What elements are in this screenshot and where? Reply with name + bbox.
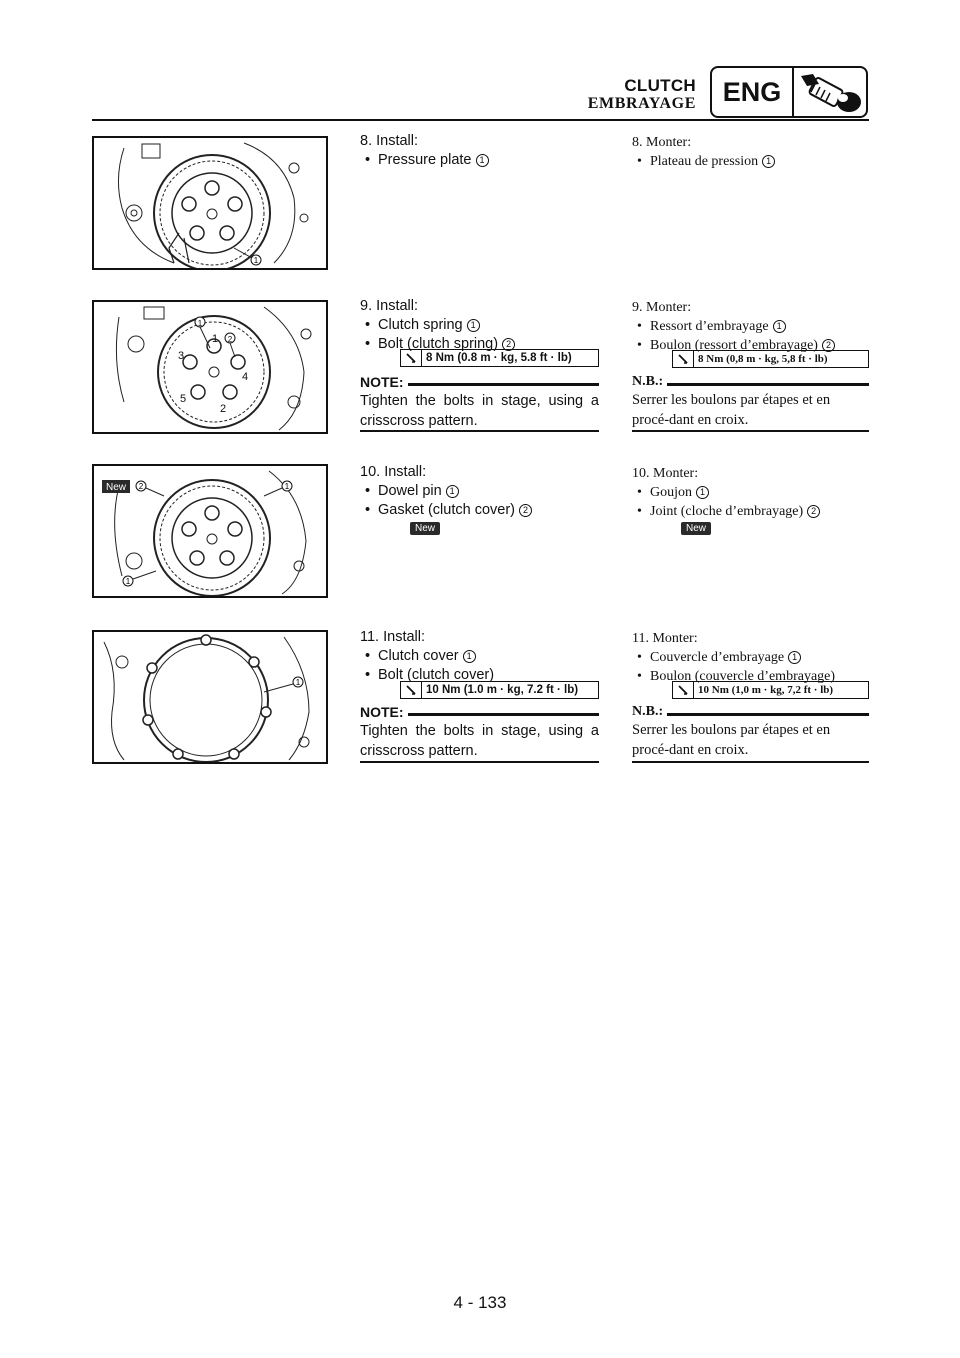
ref-number: 1	[467, 319, 480, 332]
step-number: 9.	[360, 298, 373, 314]
step-number: 9.	[632, 300, 643, 315]
step-number: 8.	[632, 135, 643, 150]
note-body-9-en: Tighten the bolts in stage, using a crisscross pattern.	[360, 393, 599, 429]
step-10-fr	[632, 464, 872, 521]
torque-value: 8 Nm (0.8 m · kg, 5.8 ft · lb)	[426, 352, 572, 364]
step-number: 8.	[360, 133, 373, 149]
torque-value: 10 Nm (1.0 m · kg, 7.2 ft · lb)	[426, 684, 579, 696]
step-action: Monter:	[652, 631, 698, 646]
list-item: • Pressure plate 1	[360, 151, 600, 170]
note-body-9-fr: Serrer les boulons par étapes et en procé-dant en croix.	[632, 392, 831, 428]
torque-wrench-icon	[673, 682, 694, 698]
list-item: • Dowel pin 1	[360, 482, 600, 501]
note-body-11-fr: Serrer les boulons par étapes et en procé-dant en croix.	[632, 722, 831, 758]
note-end-rule	[360, 430, 599, 432]
torque-spec-9-fr	[672, 350, 869, 368]
section-badge	[710, 66, 868, 118]
ref-number: 1	[773, 320, 786, 333]
figure-dowel-gasket	[92, 464, 328, 598]
ref-number: 1	[696, 486, 709, 499]
note-header-11-fr: N.B.:	[632, 704, 869, 720]
list-item: • Boulon (couvercle d’embrayage)	[632, 667, 872, 686]
figure-label: 3	[178, 350, 185, 362]
step-action: Monter:	[646, 135, 692, 150]
torque-value: 10 Nm (1,0 m · kg, 7,2 ft · lb)	[698, 684, 834, 696]
ref-number: 2	[807, 505, 820, 518]
figure-label: 5	[180, 393, 187, 405]
list-item: • Joint (cloche d’embrayage) 2	[632, 502, 872, 521]
page-number: 4 - 133	[453, 1293, 507, 1312]
note-header-9-fr: N.B.:	[632, 374, 869, 390]
step-action: Install:	[383, 629, 426, 645]
ref-number: 1	[446, 485, 459, 498]
figure-label: 2	[227, 335, 233, 344]
step-10-en	[360, 463, 600, 520]
step-11-en	[360, 628, 600, 685]
header-title-en: CLUTCH	[624, 76, 696, 95]
ref-number: 2	[822, 339, 835, 352]
figure-label: 4	[242, 371, 249, 383]
figure-label: 1	[295, 678, 301, 687]
ref-number: 2	[519, 504, 532, 517]
torque-spec-9-en	[400, 349, 599, 367]
ref-number: 1	[762, 155, 775, 168]
note-header-9-en: NOTE:	[360, 374, 599, 390]
header-rule	[92, 119, 869, 121]
step-number: 10.	[632, 466, 650, 481]
step-action: Monter:	[653, 466, 699, 481]
note-body-11-en: Tighten the bolts in stage, using a crisscross pattern.	[360, 723, 599, 759]
step-8-en	[360, 132, 600, 170]
list-item: • Bolt (clutch spring) 2	[360, 335, 600, 354]
figure-label: 1	[284, 482, 290, 491]
figure-label: 1	[253, 256, 259, 265]
ref-number: 1	[788, 651, 801, 664]
ref-number: 1	[476, 154, 489, 167]
ref-number: 2	[502, 338, 515, 351]
figure-new-badge: New	[105, 482, 127, 493]
figure-label: 2	[138, 482, 144, 491]
list-item: • Plateau de pression 1	[632, 152, 872, 171]
step-number: 10.	[360, 464, 381, 480]
list-item: • Boulon (ressort d’embrayage) 2	[632, 336, 872, 355]
step-action: Monter:	[646, 300, 692, 315]
figure-label: 2	[220, 403, 227, 415]
step-action: Install:	[376, 133, 419, 149]
step-action: Install:	[376, 298, 419, 314]
figure-label: 1	[197, 319, 203, 328]
engine-bolt-icon	[794, 68, 866, 116]
list-item: • Goujon 1	[632, 483, 872, 502]
list-item: • Clutch spring 1	[360, 316, 600, 335]
figure-clutch-spring	[92, 300, 328, 434]
note-end-rule	[632, 430, 869, 432]
torque-wrench-icon	[673, 351, 694, 367]
torque-value: 8 Nm (0,8 m · kg, 5,8 ft · lb)	[698, 353, 828, 365]
section-label: ENG	[712, 68, 794, 116]
list-item: • Clutch cover 1	[360, 647, 600, 666]
torque-wrench-icon	[401, 350, 422, 366]
header-title-fr: EMBRAYAGE	[587, 95, 696, 112]
step-action: Install:	[384, 464, 427, 480]
new-badge: New	[681, 522, 711, 535]
step-8-fr	[632, 133, 872, 171]
figure-label: 1	[125, 577, 131, 586]
list-item: • Gasket (clutch cover) 2	[360, 501, 600, 520]
figure-pressure-plate	[92, 136, 328, 270]
torque-spec-11-en	[400, 681, 599, 699]
ref-number: 1	[463, 650, 476, 663]
step-number: 11.	[632, 631, 649, 646]
list-item: • Couvercle d’embrayage 1	[632, 648, 872, 667]
list-item: • Ressort d’embrayage 1	[632, 317, 872, 336]
step-number: 11.	[360, 629, 380, 645]
step-9-fr	[632, 298, 872, 355]
torque-wrench-icon	[401, 682, 422, 698]
figure-clutch-cover	[92, 630, 328, 764]
new-badge: New	[410, 522, 440, 535]
torque-spec-11-fr	[672, 681, 869, 699]
note-header-11-en: NOTE:	[360, 704, 599, 720]
note-end-rule	[360, 761, 599, 763]
step-11-fr	[632, 629, 872, 686]
step-9-en	[360, 297, 600, 354]
list-item: • Bolt (clutch cover)	[360, 666, 600, 685]
figure-label: 1	[212, 333, 219, 345]
note-end-rule	[632, 761, 869, 763]
